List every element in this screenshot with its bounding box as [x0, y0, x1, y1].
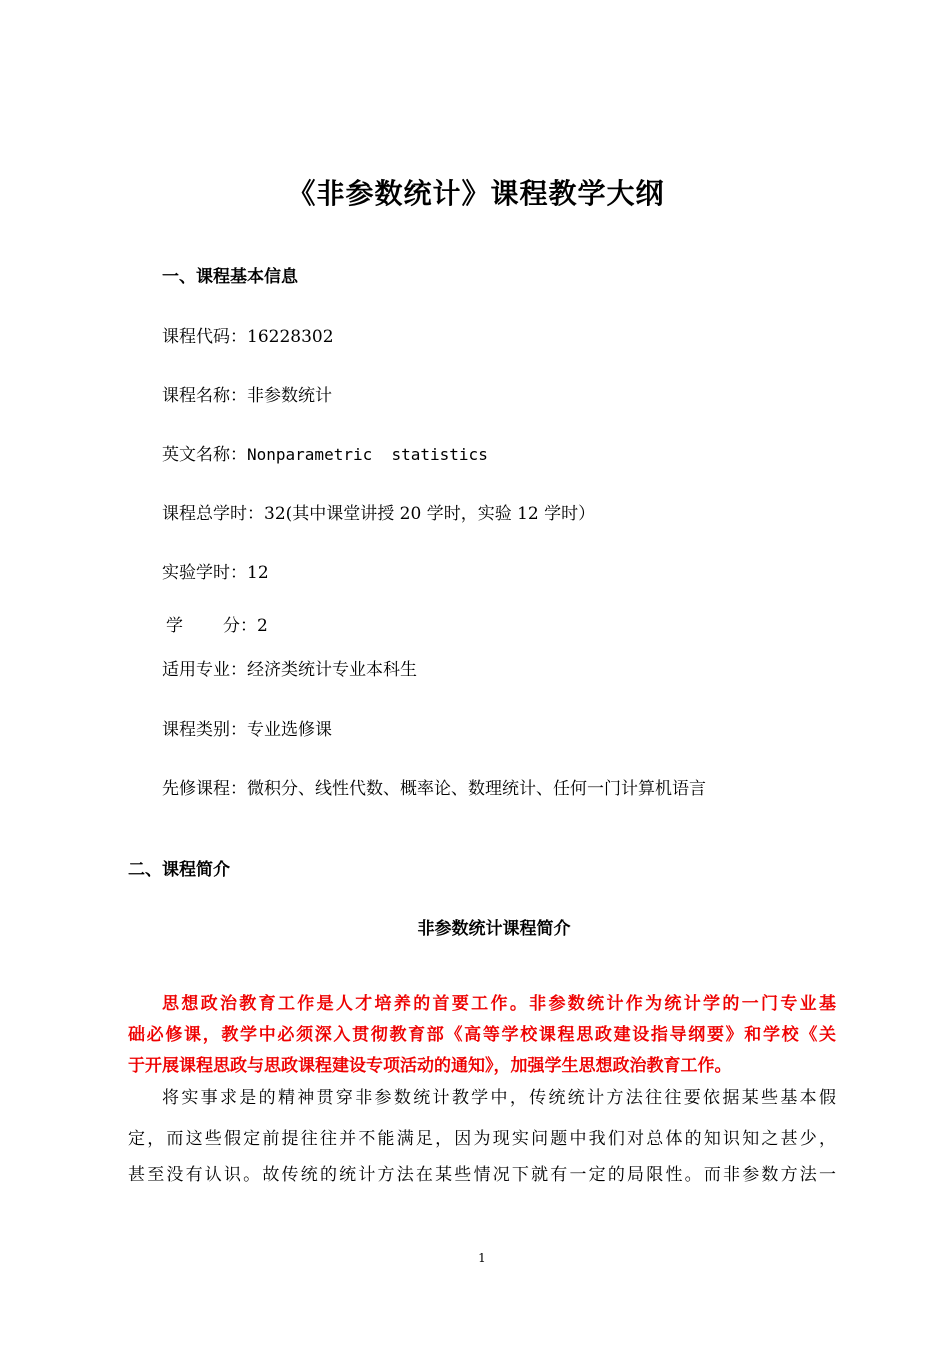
english-name	[162, 440, 488, 465]
red-paragraph-line: 于开展课程思政与思政课程建设专项活动的通知》，加强学生思想政治教育工作。	[128, 1056, 732, 1076]
section-heading-basic-info: 一、课程基本信息	[162, 267, 298, 287]
course-category: 课程类别：专业选修课	[162, 720, 332, 740]
applicable-major: 适用专业：经济类统计专业本科生	[162, 660, 417, 680]
section-heading-intro: 二、课程简介	[128, 860, 230, 880]
body-paragraph-line: 定，而这些假定前提往往并不能满足，因为现实问题中我们对总体的知识知之甚少，	[128, 1129, 836, 1149]
page-number: 1	[478, 1251, 486, 1265]
credits-label-1: 学	[166, 616, 183, 636]
intro-subtitle: 非参数统计课程简介	[417, 919, 571, 939]
body-paragraph-line: 将实事求是的精神贯穿非参数统计教学中，传统统计方法往往要依据某些基本假	[162, 1088, 836, 1108]
document-title: 《非参数统计》课程教学大纲	[287, 177, 665, 210]
body-paragraph-line: 甚至没有认识。故传统的统计方法在某些情况下就有一定的局限性。而非参数方法一	[128, 1165, 836, 1185]
english-name-label: 英文名称：	[162, 445, 247, 465]
red-paragraph-line: 础必修课，教学中必须深入贯彻教育部《高等学校课程思政建设指导纲要》和学校《关	[128, 1025, 836, 1045]
course-code: 课程代码：16228302	[162, 327, 334, 347]
course-name: 课程名称：非参数统计	[162, 386, 332, 406]
credits	[166, 611, 268, 636]
credits-label-2: 分：2	[223, 616, 268, 636]
red-paragraph-line: 思想政治教育工作是人才培养的首要工作。非参数统计作为统计学的一门专业基	[162, 994, 836, 1014]
total-hours: 课程总学时：32(其中课堂讲授 20 学时，实验 12 学时）	[162, 504, 596, 524]
english-name-value: Nonparametric statistics	[247, 445, 488, 464]
lab-hours: 实验学时：12	[162, 563, 269, 583]
prerequisites: 先修课程：微积分、线性代数、概率论、数理统计、任何一门计算机语言	[162, 779, 706, 799]
